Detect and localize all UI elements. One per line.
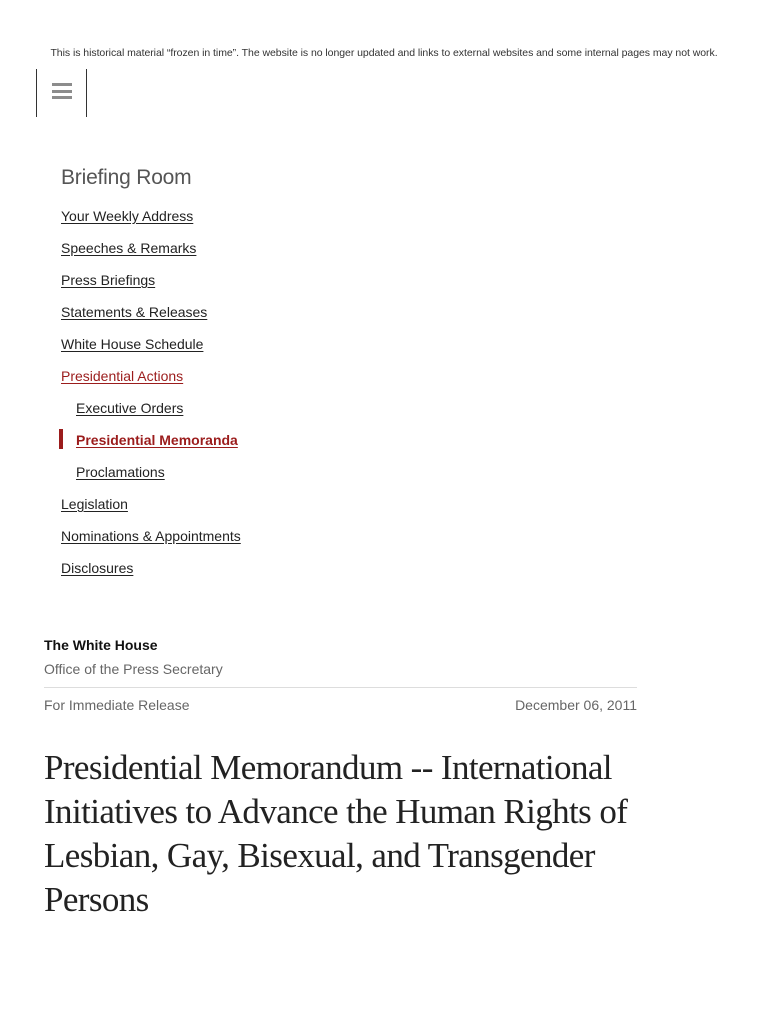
nav-link-legislation[interactable]: Legislation (61, 496, 128, 512)
nav-subitem-executive-orders (0, 397, 400, 429)
nav-link-nominations-appointments[interactable]: Nominations & Appointments (61, 528, 241, 544)
release-date: December 06, 2011 (515, 697, 637, 713)
nav-item-press-briefings (0, 269, 400, 301)
nav-link-press-briefings[interactable]: Press Briefings (61, 272, 156, 288)
nav-link-proclamations[interactable]: Proclamations (76, 464, 165, 480)
nav-link-statements-releases[interactable]: Statements & Releases (61, 304, 208, 320)
hamburger-menu-icon (52, 83, 72, 99)
nav-link-weekly-address[interactable]: Your Weekly Address (61, 208, 194, 224)
release-meta (44, 695, 637, 715)
nav-link-executive-orders[interactable]: Executive Orders (76, 400, 184, 416)
nav-item-weekly-address (0, 205, 400, 237)
section-title: Briefing Room (61, 166, 192, 189)
current-page-marker (59, 429, 63, 449)
nav-item-nominations-appointments (0, 525, 400, 557)
article-title: Presidential Memorandum -- International Initiatives to Advance the Human Rights of Lesbian, Gay, Bisexual, and Transgender Persons (44, 748, 628, 919)
nav-item-disclosures (0, 557, 400, 583)
historical-notice-banner: This is historical material “frozen in time”. The website is no longer updated and links to external websites and some internal pages may not work. (50, 47, 718, 59)
nav-item-statements-releases (0, 301, 400, 333)
nav-link-white-house-schedule[interactable]: White House Schedule (61, 336, 204, 352)
nav-link-speeches-remarks[interactable]: Speeches & Remarks (61, 240, 197, 256)
briefing-room-nav (0, 205, 400, 583)
nav-link-presidential-memoranda[interactable]: Presidential Memoranda (76, 432, 238, 448)
nav-item-legislation (0, 493, 400, 525)
nav-link-presidential-actions[interactable]: Presidential Actions (61, 368, 184, 384)
nav-link-disclosures[interactable]: Disclosures (61, 560, 134, 576)
release-label: For Immediate Release (44, 697, 190, 713)
nav-item-presidential-actions (0, 365, 400, 397)
nav-item-white-house-schedule (0, 333, 400, 365)
nav-subitem-presidential-memoranda (0, 429, 400, 461)
nav-subitem-proclamations (0, 461, 400, 493)
nav-item-speeches-remarks (0, 237, 400, 269)
release-organization: The White House (44, 637, 158, 653)
release-office: Office of the Press Secretary (44, 661, 223, 677)
release-divider (44, 687, 637, 688)
menu-toggle-button[interactable] (36, 69, 87, 117)
press-release-header (44, 635, 637, 715)
